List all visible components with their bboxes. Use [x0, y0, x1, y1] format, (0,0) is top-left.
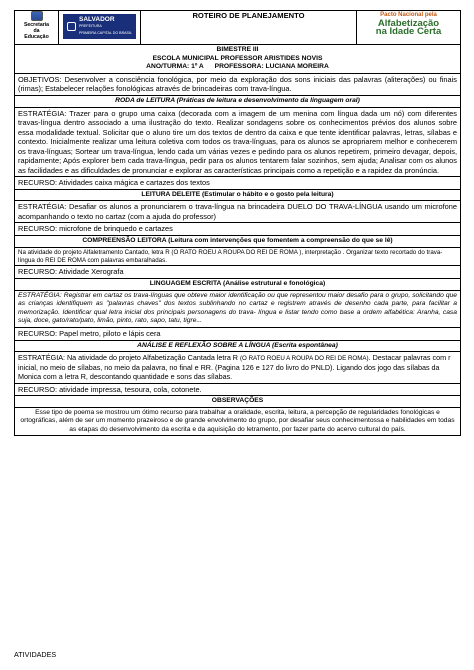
pacto-logo-cell: [357, 11, 461, 45]
roda-estrategia-row: [15, 107, 461, 177]
salvador-logo: SALVADOR PREFEITURA PRIMEIRA CAPITAL DO BRASIL: [63, 14, 136, 39]
observacoes-text: Esse tipo de poema se mostrou um ótimo recurso para trabalhar a oralidade, escrita, leitura, a percepção de regularidades fonológicas e ortográficas, além de ser um momento prazeiroso e de grande envolvimento do grupo, por desafiar seus conhecimentossa e habilidades em todas as etapas do desenvolvimento da escrita e da aquisição do letramento, por fazer parte do acervo cultural do país.: [15, 407, 461, 436]
objetivos-row: [15, 73, 461, 95]
linguagem-heading: LINGUAGEM ESCRITA (Análise estrutural e fonológica): [15, 279, 461, 291]
objetivos-label: OBJETIVOS:: [18, 74, 62, 84]
bimestre: BIMESTRE III: [216, 46, 259, 53]
analise-text-row: [15, 352, 461, 383]
deleite-recurso: RECURSO: microfone de brinquedo e cartazes: [15, 223, 461, 236]
planning-table: [14, 10, 461, 436]
objetivos-cell: [15, 73, 461, 95]
observacoes-heading: OBSERVAÇÕES: [15, 396, 461, 408]
linguagem-text-row: [15, 290, 461, 327]
deleite-heading-row: [15, 189, 461, 201]
info-row: [15, 45, 461, 74]
planning-sheet: [14, 10, 460, 436]
compreensao-recurso-row: [15, 266, 461, 279]
pacto-logo: Pacto Nacional pela Alfabetização na Idade Certa: [375, 12, 442, 38]
analise-recurso-row: [15, 383, 461, 396]
compreensao-text: Na atividade do projeto Alfaletramento Cantado, letra R (O RATO ROEU A ROUPA DO REI DE ROMA ), interpretação . Organizar texto recortado do trava-língua do REI DE ROMA com palavras embaralhadas.: [15, 247, 461, 266]
objetivos-text: Desenvolver a consciência fonológica, por meio da exploração dos sons iniciais das palavras (aliterações) ou finais (rimas); Estabelecer relações fonológicas através de brincadeiras com trava-língua.: [18, 74, 457, 94]
deleite-heading: LEITURA DELEITE (Estimular o hábito e o gosto pela leitura): [15, 189, 461, 201]
title-cell: [141, 11, 357, 45]
salvador-logo-cell: [59, 11, 141, 45]
secretaria-label: Secretaria da Educação: [15, 11, 58, 40]
ano-turma: ANO/TURMA: 1º A PROFESSORA: LUCIANA MOREIRA: [146, 63, 329, 71]
roda-heading-row: [15, 95, 461, 107]
analise-heading: ANÁLISE E REFLEXÃO SOBRE A LÍNGUA (Escrita espontânea): [15, 340, 461, 352]
roda-recurso-row: [15, 177, 461, 190]
page-title: ROTEIRO DE PLANEJAMENTO: [192, 11, 305, 20]
observacoes-text-row: [15, 407, 461, 436]
salvador-mark-icon: [67, 22, 76, 31]
header-row: [15, 11, 461, 45]
observacoes-heading-row: [15, 396, 461, 408]
compreensao-text-row: [15, 247, 461, 266]
roda-heading: RODA de LEITURA (Práticas de leitura e desenvolvimento da linguagem oral): [15, 95, 461, 107]
analise-recurso: RECURSO: atividade impressa, tesoura, cola, cotonete.: [15, 383, 461, 396]
deleite-recurso-row: [15, 223, 461, 236]
compreensao-heading-row: [15, 236, 461, 248]
linguagem-recurso: RECURSO: Papel metro, piloto e lápis cera: [15, 328, 461, 341]
footer-label: ATIVIDADES: [14, 650, 57, 659]
info-cell: [15, 45, 461, 74]
escola: ESCOLA MUNICIPAL PROFESSOR ARISTIDES NOVIS: [152, 54, 323, 62]
analise-text: ESTRATÉGIA: Na atividade do projeto Alfabetização Cantada letra R (O RATO ROEU A ROUPA DO REI DE ROMA). Destacar palavras com r inicial, no meio de sílabas, no meio da palavra, no final e RR. (Pagina 126 e 127 do livro do PNLD). Ligando dos jogo das sílabas da Monica com a letra R, descontando quantidade e sons das sílabas.: [15, 352, 461, 383]
roda-recurso: RECURSO: Atividades caixa mágica e cartazes dos textos: [15, 177, 461, 190]
compreensao-heading: COMPREENSÃO LEITORA (Leitura com intervenções que fomentem a compreensão do que se lê): [15, 236, 461, 248]
analise-heading-row: [15, 340, 461, 352]
roda-estrategia: ESTRATÉGIA: Trazer para o grupo uma caixa (decorada com a imagem de um menina com língua dada um nó) com diferentes travas-língua dentro associado a uma ilustração do texto. Realizar sondagens sobre os conhecimentos prévios dos alunos sobre essa modalidade textual. Solicitar que o aluno tire um dos textos de dentro da caixa e que tente identificar palavras, letras, sílabas e contexto. Inicialmente realizar uma leitura coletiva com todos os trava-línguas, para os alunos se apropriarem melhor e conhecerem os trava-línguas; Sortear um trava-língua, lendo cada um várias vezes e pedindo para os alunos repetirem, primeiro devagar, depois, rapidamente; Após explorer bem cada trava-língua, pedir para os alunos tentarem falar sozinhos, sem ajuda; Analisar com os alunos as facilidades e as dificuldades de pronunciar e explorar as características principais como a repetição e a rapidez da pronúncia.: [15, 107, 461, 177]
linguagem-heading-row: [15, 279, 461, 291]
secretaria-cell: [15, 11, 59, 45]
linguagem-recurso-row: [15, 328, 461, 341]
deleite-estrategia: ESTRATÉGIA: Desafiar os alunos a pronunciarem o trava-língua na brincadeira DUELO DO TRAVA-LÍNGUA usando um microfone acompanhando o texto no cartaz (com a ajuda do professor): [15, 201, 461, 223]
linguagem-text: ESTRATÉGIA: Registrar em cartaz os trava-línguas que obteve maior identificação ou que representou maior desafio para o grupo, solicitando que as crianças identifiquem as "palavras chaves" dos textos sublinhando no cartaz e registrem através de desenho cada parte, para facilitar a memorização. Identificar qual letra inicial dos principais personagens do trava- língua e listar tendo como base a ordem alfabética: Aranha, casa suja, doce, gato/rato/pato, limão, pinto, rato, sapo, tatu, tigre...: [15, 290, 461, 327]
deleite-estrategia-row: [15, 201, 461, 223]
secretaria-emblem-icon: [31, 11, 43, 21]
compreensao-recurso: RECURSO: Atividade Xerografa: [15, 266, 461, 279]
